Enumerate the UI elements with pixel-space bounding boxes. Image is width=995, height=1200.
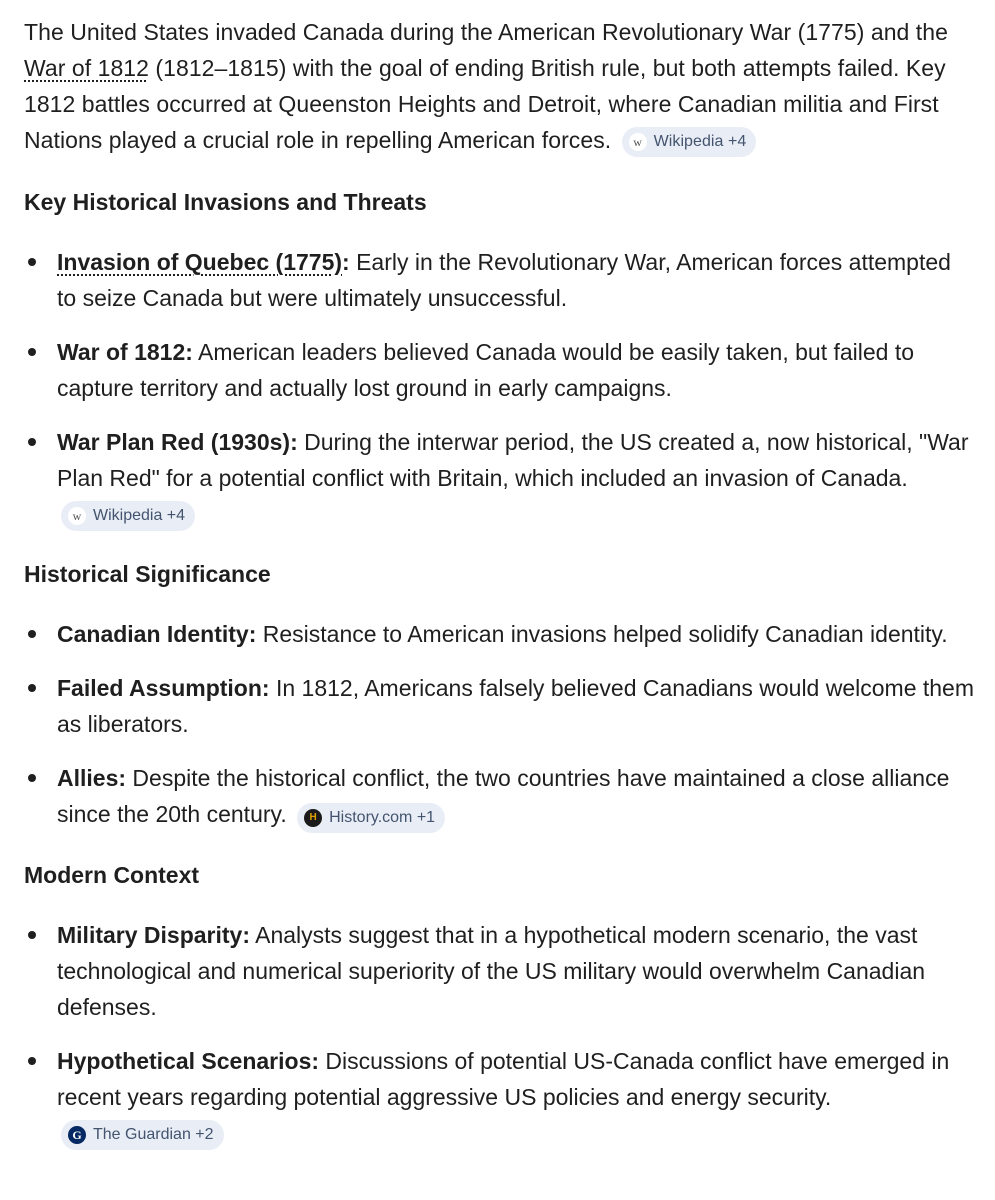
source-chip-the-guardian[interactable] [61,1120,224,1150]
item-text: In 1812, Americans falsely believed Canadians would welcome them as liberators. [57,675,975,737]
bullet-dot [28,684,36,692]
war-of-1812-link[interactable]: War of 1812 [24,55,149,81]
bullet-dot [28,1057,36,1065]
bullet-dot [28,931,36,939]
item-text: Discussions of potential US-Canada conflict have emerged in recent years regarding potential aggressive US policies and energy security. [57,1048,950,1110]
list-item [24,616,975,652]
source-chip-wikipedia[interactable] [622,127,757,157]
item-title: War of 1812: [57,339,193,365]
list-invasions [24,244,975,532]
title-colon: : [342,249,350,275]
bullet-dot [28,438,36,446]
item-title: Allies: [57,765,127,791]
wikipedia-icon: w [629,133,647,151]
the-guardian-icon: G [68,1126,86,1144]
item-text: Despite the historical conflict, the two countries have maintained a close alliance since the 20th century. [57,765,950,827]
item-text: Analysts suggest that in a hypothetical modern scenario, the vast technological and numerical superiority of the US military would overwhelm Canadian defenses. [57,922,926,1020]
list-item [24,244,975,316]
invasion-of-quebec-link[interactable]: Invasion of Quebec (1775) [57,249,343,275]
item-title: War Plan Red (1930s): [57,429,298,455]
list-item [24,1043,975,1151]
list-item [24,917,975,1025]
item-title: Canadian Identity: [57,621,257,647]
section-heading-significance: Historical Significance [24,561,271,587]
item-text: Early in the Revolutionary War, American forces attempted to seize Canada but were ultimately unsuccessful. [57,249,951,311]
bullet-dot [28,348,36,356]
source-chip-wikipedia[interactable] [61,501,195,531]
item-title: Military Disparity: [57,922,250,948]
list-item [24,670,975,742]
bullet-dot [28,774,36,782]
list-modern [24,917,975,1151]
intro-text-before: The United States invaded Canada during the American Revolutionary War (1775) and the [24,19,948,45]
bullet-dot [28,630,36,638]
item-text: American leaders believed Canada would be easily taken, but failed to capture territory and actually lost ground in early campaigns. [57,339,915,401]
item-text: Resistance to American invasions helped solidify Canadian identity. [256,621,948,647]
item-title [57,249,350,275]
history-com-icon: H [304,809,322,827]
source-chip-history-com[interactable] [297,803,445,833]
item-title: Failed Assumption: [57,675,270,701]
list-significance [24,616,975,833]
section-heading-modern: Modern Context [24,862,200,888]
intro-text-after: (1812–1815) with the goal of ending British rule, but both attempts failed. Key 1812 battles occurred at Queenston Heights and Detroit, where Canadian militia and First Nations played a crucial role in repelling American forces. [24,55,946,153]
bullet-dot [28,258,36,266]
wikipedia-icon: w [68,507,86,525]
source-chip-label: Wikipedia +4 [93,507,186,524]
source-chip-label: History.com +1 [329,809,436,826]
list-item [24,760,975,833]
source-chip-label: The Guardian +2 [93,1126,214,1143]
item-title: Hypothetical Scenarios: [57,1048,320,1074]
section-heading-invasions: Key Historical Invasions and Threats [24,189,427,215]
list-item [24,334,975,406]
intro-paragraph [24,14,975,158]
item-text: During the interwar period, the US created a, now historical, "War Plan Red" for a potential conflict with Britain, which included an invasion of Canada. [57,429,969,491]
source-chip-label: Wikipedia +4 [653,133,747,150]
list-item [24,424,975,532]
